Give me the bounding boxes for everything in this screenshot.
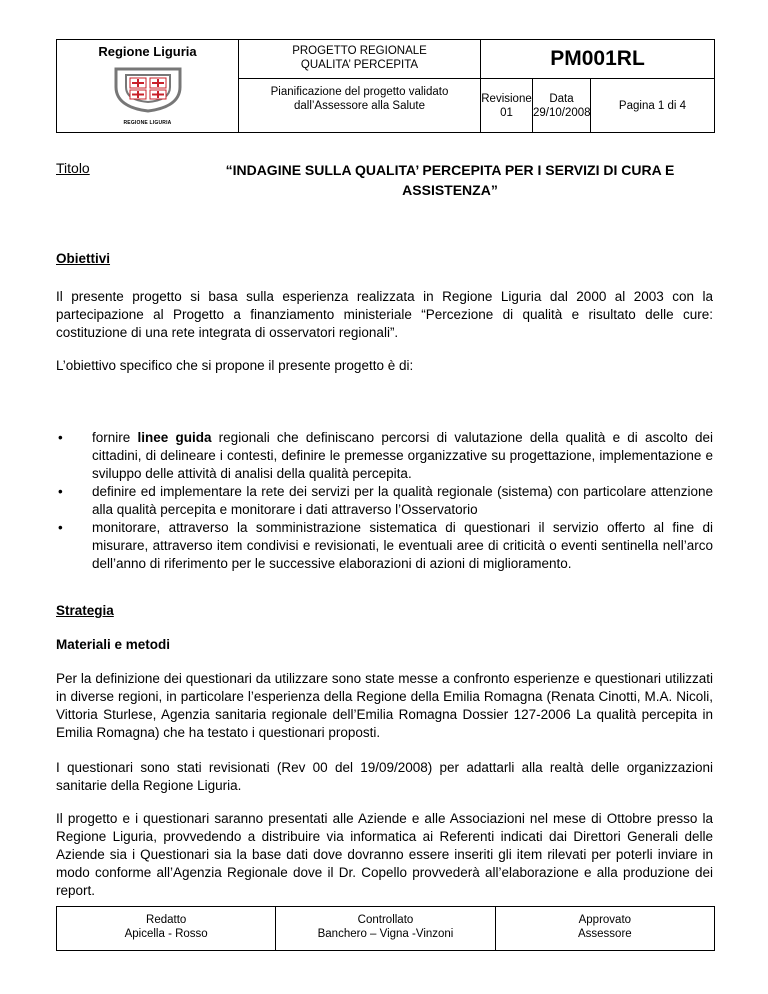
project-line-1: PROGETTO REGIONALE [292, 45, 427, 57]
approvato-label: Approvato [578, 914, 632, 926]
plan-line-1: Pianificazione del progetto validato [270, 86, 449, 98]
logo-cell [57, 40, 239, 133]
approvato-cell [495, 907, 714, 951]
revision-label: Revisione [481, 92, 532, 105]
objectives-list [56, 429, 713, 573]
obiettivi-paragraph: Il presente progetto si basa sulla esperienza realizzata in Regione Liguria dal 2000 al 2003 con la partecipazione al Progetto a finanziamento ministeriale “Percezione di qualità e risultato delle cure: costituzione di una rete integrata di osservatori regionali”. [56, 289, 713, 340]
region-logo [112, 65, 184, 126]
list-item: • fornire linee guida regionali che definiscano percorsi di valutazione della qualità e di ascolto dei cittadini, di delineare i contesti, definire le premesse organizzative su progettazione, implementazione e sviluppo delle attività di analisi della qualità percepita. [58, 430, 713, 481]
plan-line-2: dall’Assessore alla Salute [293, 100, 426, 112]
date-label: Data [549, 92, 574, 105]
bullet-icon: • [58, 484, 63, 499]
revision-cell [481, 79, 533, 133]
redatto-cell [57, 907, 276, 951]
doc-code: PM001RL [481, 40, 715, 79]
header-table [56, 39, 715, 133]
strategia-paragraph-1: Per la definizione dei questionari da utilizzare sono state messe a confronto esperienze e questionari utilizzati in diverse regioni, in particolare l’esperienza della Regione della Emilia Romagna (Renata Cinotti, M.A. Nicoli, Vittoria Sturlese, Agenzia sanitaria regionale dell’Emilia Romagna Dossier 127-2006 La qualità percepita in Emilia Romagna) che ha testato i questionari proposti. [56, 671, 713, 740]
controllato-names: Banchero – Vigna -Vinzoni [317, 928, 454, 940]
obiettivi-heading: Obiettivi [56, 251, 111, 266]
list-item: • definire ed implementare la rete dei servizi per la qualità regionale (sistema) con particolare attenzione alla qualità percepita e monitorare i dati attraverso l’Osservatorio [58, 484, 713, 517]
title-line-2: ASSISTENZA” [402, 182, 498, 198]
strategia-paragraph-3: Il progetto e i questionari saranno presentati alle Aziende e alle Associazioni nel mese di Ottobre presso la Regione Liguria, provvedendo a distribuire via informatica ai Referenti indicati dai Direttori Generali delle Aziende sia i Questionari sia la base dati dove dovranno essere inseriti gli item rilevati per poterli inviare in modo conforme all’Agenzia Regionale dove il Dr. Copello provvederà all’elaborazione e alla produzione dei report. [56, 811, 713, 898]
date-cell [533, 79, 591, 133]
logo-caption: REGIONE LIGURIA [123, 120, 172, 126]
bold-term: linee guida [137, 430, 212, 445]
controllato-label: Controllato [357, 914, 414, 926]
document-title [190, 160, 710, 200]
page-info: Pagina 1 di 4 [591, 79, 715, 133]
controllato-cell [276, 907, 495, 951]
approval-table [56, 906, 715, 951]
title-label: Titolo [56, 160, 90, 176]
approvato-names: Assessore [577, 928, 632, 940]
region-crest-icon [112, 65, 184, 113]
redatto-names: Apicella - Rosso [124, 928, 208, 940]
materiali-heading: Materiali e metodi [56, 637, 171, 652]
organization-name: Regione Liguria [98, 44, 197, 59]
title-line-1: “INDAGINE SULLA QUALITA’ PERCEPITA PER I SERVIZI DI CURA E [225, 162, 675, 178]
bullet-icon: • [58, 430, 63, 445]
project-line-2: QUALITA’ PERCEPITA [300, 59, 419, 71]
strategia-heading: Strategia [56, 603, 114, 618]
redatto-label: Redatto [146, 914, 187, 926]
date-value: 29/10/2008 [533, 106, 591, 119]
strategia-paragraph-2: I questionari sono stati revisionati (Rev 00 del 19/09/2008) per adattarli alla realtà delle organizzazioni sanitarie della Regione Liguria. [56, 760, 713, 793]
obiettivi-intro: L’obiettivo specifico che si propone il presente progetto è di: [56, 358, 414, 373]
plan-cell [239, 79, 481, 133]
project-title-cell [239, 40, 481, 79]
bullet-icon: • [58, 520, 63, 535]
revision-value: 01 [500, 106, 513, 119]
list-item: • monitorare, attraverso la somministrazione sistematica di questionari il servizio offerto al fine di misurare, attraverso item condivisi e revisionati, le eventuali aree di criticità o eventi sentinella nell’arco dell’anno di riferimento per le successive elaborazioni di azioni di miglioramento. [58, 520, 713, 571]
